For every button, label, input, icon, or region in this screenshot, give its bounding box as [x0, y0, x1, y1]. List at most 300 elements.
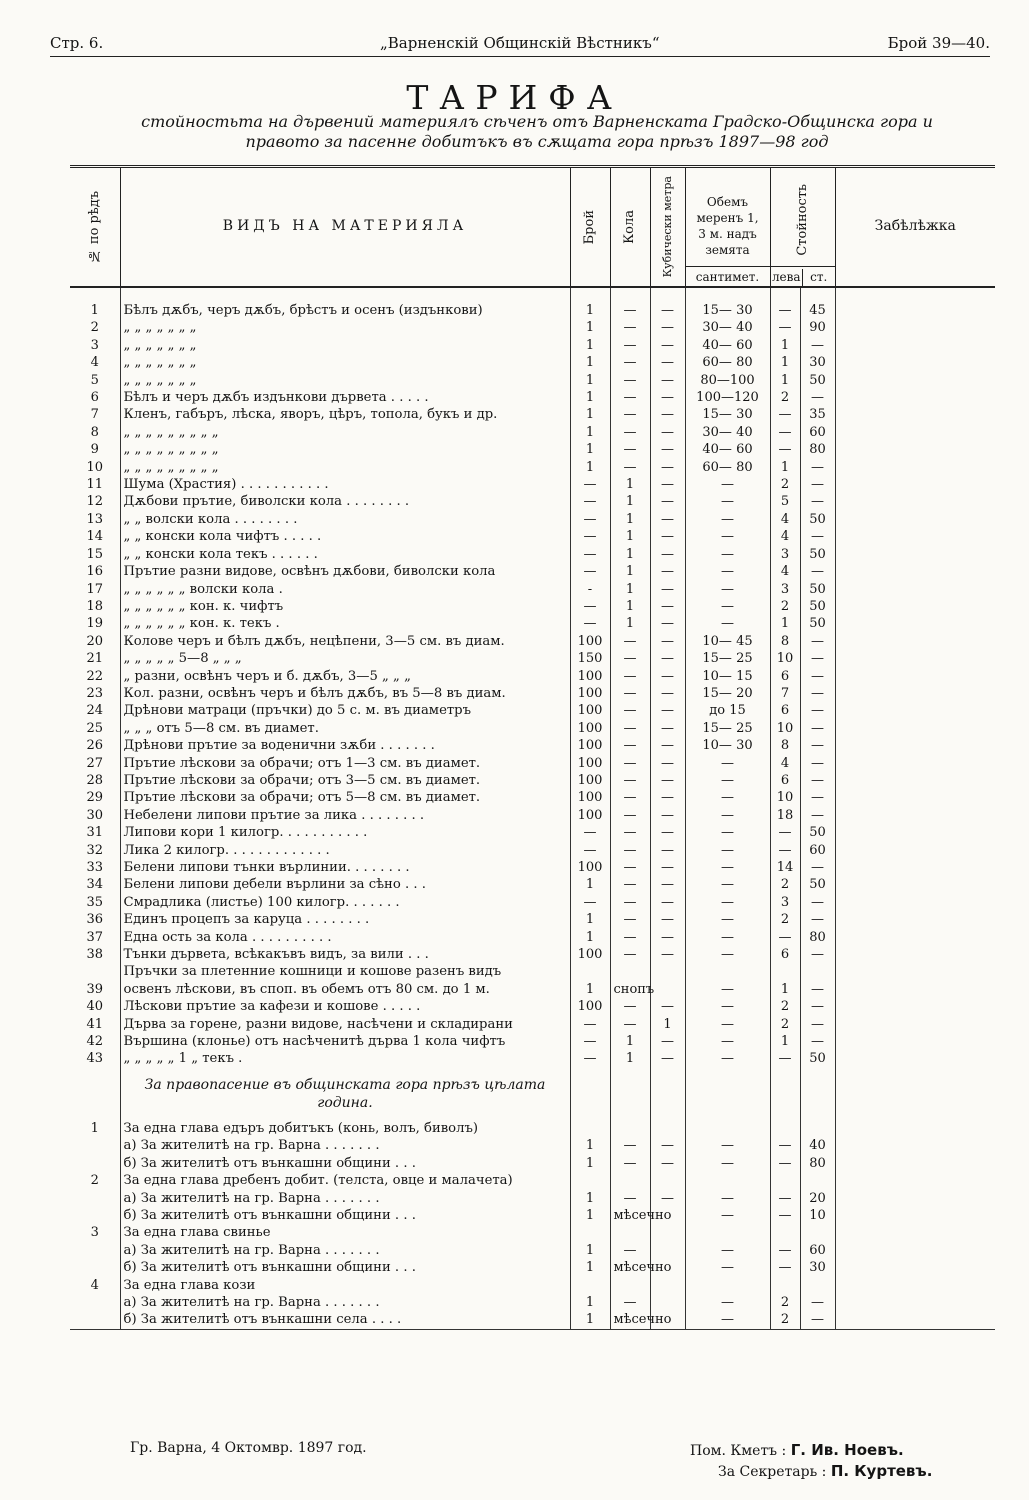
row-note	[835, 894, 995, 911]
secretary-name: П. Куртевъ.	[830, 1462, 933, 1480]
row-value-st: 10	[800, 1207, 835, 1224]
table-row	[70, 1137, 995, 1154]
row-note	[835, 1224, 995, 1241]
row-value-lev: 2	[770, 876, 800, 893]
table-row	[70, 337, 995, 354]
row-volume: 100—120	[685, 389, 770, 406]
row-number: 14	[86, 529, 104, 545]
row-count: 100	[570, 737, 610, 754]
row-description: Колове черъ и бѣлъ дѫбъ, нецѣпени, 3—5 см. въ диам.	[120, 633, 570, 650]
row-note	[835, 581, 995, 598]
row-description: Белени липови дебели върлини за сѣно . . .	[120, 876, 570, 893]
row-cubic: —	[650, 441, 685, 458]
row-count: —	[570, 842, 610, 859]
row-description: Прътие лѣскови за обрачи; отъ 3—5 см. въ диамет.	[120, 772, 570, 789]
row-cart: 1	[610, 493, 650, 510]
row-volume: —	[685, 859, 770, 876]
table-row	[70, 755, 995, 772]
row-description: „ разни, освѣнъ черъ и б. дѫбъ, 3—5 „ „ „	[120, 668, 570, 685]
row-description: „ „ „ „ „ „ „ „ „	[120, 459, 570, 476]
row-value-st	[800, 1224, 835, 1241]
row-description: Белени липови тънки върлинии. . . . . . . .	[120, 859, 570, 876]
row-value-lev: 2	[770, 1294, 800, 1311]
row-value-st: 50	[800, 824, 835, 841]
row-count: 1	[570, 1259, 610, 1276]
row-number: 8	[90, 424, 99, 440]
row-count	[570, 1120, 610, 1137]
row-number: 41	[86, 1016, 104, 1032]
row-number: 10	[86, 459, 104, 475]
row-volume: —	[685, 1259, 770, 1276]
row-value-st: —	[800, 911, 835, 928]
row-value-st: —	[800, 998, 835, 1015]
table-row	[70, 1311, 995, 1329]
table-row	[70, 702, 995, 719]
row-cart: —	[610, 720, 650, 737]
table-row	[70, 1033, 995, 1050]
row-cubic	[650, 1224, 685, 1241]
row-count: 100	[570, 789, 610, 806]
table-row	[70, 859, 995, 876]
row-cubic: 1	[650, 1016, 685, 1033]
row-value-st: —	[800, 772, 835, 789]
row-value-lev: 2	[770, 598, 800, 615]
row-note	[835, 772, 995, 789]
table-row	[70, 406, 995, 423]
row-note	[835, 842, 995, 859]
page-number: Стр. 6.	[50, 34, 104, 52]
row-value-st: —	[800, 528, 835, 545]
row-note	[835, 702, 995, 719]
row-value-st: 90	[800, 319, 835, 336]
row-value-lev: —	[770, 302, 800, 319]
col-count-header: Брой	[570, 167, 610, 288]
row-note	[835, 737, 995, 754]
row-number: 38	[86, 947, 104, 963]
row-count: 100	[570, 946, 610, 963]
row-value-st: —	[800, 337, 835, 354]
row-volume: —	[685, 1190, 770, 1207]
row-value-st: —	[800, 563, 835, 580]
table-row	[70, 546, 995, 563]
row-description: „ „ конски кола чифтъ . . . . .	[120, 528, 570, 545]
row-value-st: 50	[800, 581, 835, 598]
row-cubic: —	[650, 389, 685, 406]
table-row	[70, 563, 995, 580]
row-number: 1	[90, 1120, 99, 1136]
row-volume: —	[685, 981, 770, 998]
row-description: Дѫбови прътие, биволски кола . . . . . . . .	[120, 493, 570, 510]
col-value-header: Стойность лева ст.	[770, 167, 835, 288]
row-number	[70, 1242, 120, 1259]
row-note	[835, 459, 995, 476]
row-cart	[610, 1224, 650, 1241]
row-description: „ „ „ „ „ „ „	[120, 354, 570, 371]
table-row	[70, 807, 995, 824]
row-volume: —	[685, 493, 770, 510]
mayor-label: Пом. Кметъ :	[690, 1443, 787, 1459]
row-cart: 1	[610, 1033, 650, 1050]
row-cubic	[650, 1120, 685, 1137]
row-cubic: —	[650, 859, 685, 876]
row-count: 1	[570, 981, 610, 998]
row-volume: —	[685, 998, 770, 1015]
row-value-st: 40	[800, 1137, 835, 1154]
table-row	[70, 981, 995, 998]
row-number: 34	[86, 877, 104, 893]
row-number: 7	[90, 407, 99, 423]
row-value-lev: 3	[770, 546, 800, 563]
row-volume: —	[685, 1033, 770, 1050]
row-value-lev: 1	[770, 1033, 800, 1050]
row-number: 16	[86, 564, 104, 580]
row-description: „ „ „ „ „ „ „ „ „	[120, 441, 570, 458]
row-cubic: —	[650, 337, 685, 354]
col-cubic-header: Кубически метра	[650, 167, 685, 288]
table-row	[70, 1172, 995, 1189]
row-cart	[610, 1172, 650, 1189]
row-cart: —	[610, 842, 650, 859]
row-cubic: —	[650, 668, 685, 685]
row-cubic: —	[650, 546, 685, 563]
secretary-label: За Секретарь :	[718, 1464, 827, 1480]
row-number	[70, 1207, 120, 1224]
row-cubic: —	[650, 1155, 685, 1172]
row-note	[835, 354, 995, 371]
row-value-lev: 1	[770, 615, 800, 632]
row-number: 30	[86, 807, 104, 823]
row-value-lev	[770, 1277, 800, 1294]
row-number: 26	[86, 738, 104, 754]
row-description: „ „ конски кола текъ . . . . . .	[120, 546, 570, 563]
row-count: —	[570, 1016, 610, 1033]
row-description: б) За жителитѣ отъ вънкашни общини . . .	[120, 1155, 570, 1172]
row-note	[835, 615, 995, 632]
pasture-rows	[70, 1120, 995, 1329]
row-value-st: 30	[800, 354, 835, 371]
row-note	[835, 528, 995, 545]
row-value-lev: 2	[770, 476, 800, 493]
row-value-lev: —	[770, 441, 800, 458]
row-note	[835, 755, 995, 772]
row-volume: —	[685, 528, 770, 545]
row-cubic: —	[650, 789, 685, 806]
row-count: 100	[570, 859, 610, 876]
row-note	[835, 859, 995, 876]
journal-title: „Варненскiй Общинскiй Вѣстникъ“	[380, 34, 660, 52]
row-cart: 1	[610, 528, 650, 545]
row-number: 21	[86, 651, 104, 667]
row-count: 100	[570, 702, 610, 719]
table-row	[70, 1242, 995, 1259]
table-row	[70, 720, 995, 737]
row-count: 1	[570, 1190, 610, 1207]
row-number: 19	[86, 616, 104, 632]
row-value-lev: 8	[770, 633, 800, 650]
row-value-lev: 2	[770, 911, 800, 928]
row-value-st: 50	[800, 876, 835, 893]
row-value-st: —	[800, 755, 835, 772]
row-cubic: —	[650, 459, 685, 476]
row-count: 1	[570, 876, 610, 893]
row-cubic: —	[650, 842, 685, 859]
row-number: 1	[90, 303, 99, 318]
table-row	[70, 615, 995, 632]
row-description: „ „ „ „ „ 5—8 „ „ „	[120, 650, 570, 667]
row-note	[835, 668, 995, 685]
col-material-header: ВИДЪ НА МАТЕРИЯЛА	[120, 167, 570, 288]
table-row	[70, 963, 995, 980]
row-value-st: 45	[800, 302, 835, 319]
row-volume: —	[685, 842, 770, 859]
row-note	[835, 807, 995, 824]
row-value-st: —	[800, 894, 835, 911]
row-cubic: —	[650, 598, 685, 615]
row-description: а) За жителитѣ на гр. Варна . . . . . . .	[120, 1242, 570, 1259]
row-description: б) За жителитѣ отъ вънкашни села . . . .	[120, 1311, 570, 1329]
row-count: 1	[570, 302, 610, 319]
row-note	[835, 1120, 995, 1137]
row-count: 1	[570, 1242, 610, 1259]
row-value-st: 80	[800, 929, 835, 946]
document-title: ТАРИФА	[406, 78, 623, 117]
row-number: 23	[86, 685, 104, 701]
row-cubic: —	[650, 894, 685, 911]
row-description: За една глава кози	[120, 1277, 570, 1294]
row-volume: —	[685, 772, 770, 789]
row-count: 100	[570, 668, 610, 685]
row-value-lev: 4	[770, 511, 800, 528]
row-number: 9	[90, 442, 99, 458]
row-cubic: —	[650, 615, 685, 632]
row-volume: 30— 40	[685, 424, 770, 441]
row-description: освенъ лѣскови, въ споп. въ обемъ отъ 80 см. до 1 м.	[120, 981, 570, 998]
row-value-lev: 3	[770, 894, 800, 911]
row-description: Прътие лѣскови за обрачи; отъ 1—3 см. въ диамет.	[120, 755, 570, 772]
row-note	[835, 1207, 995, 1224]
row-number: 3	[90, 337, 99, 353]
issue-number: Брой 39—40.	[887, 34, 990, 52]
row-count: 1	[570, 406, 610, 423]
table-row	[70, 1190, 995, 1207]
row-cubic: —	[650, 911, 685, 928]
row-value-lev: 4	[770, 755, 800, 772]
row-value-lev: —	[770, 406, 800, 423]
table-row	[70, 946, 995, 963]
row-volume: —	[685, 598, 770, 615]
row-count: 100	[570, 720, 610, 737]
row-cart	[610, 1277, 650, 1294]
row-cubic: —	[650, 511, 685, 528]
row-value-lev: 18	[770, 807, 800, 824]
row-value-lev: —	[770, 1207, 800, 1224]
row-number: 4	[90, 1277, 99, 1293]
row-volume: —	[685, 946, 770, 963]
row-value-lev: 1	[770, 337, 800, 354]
row-count: —	[570, 563, 610, 580]
row-value-lev: 1	[770, 981, 800, 998]
pasture-section	[70, 1068, 995, 1120]
row-cubic	[650, 963, 685, 980]
row-cart: —	[610, 824, 650, 841]
row-cubic	[650, 1294, 685, 1311]
row-value-st: 50	[800, 511, 835, 528]
row-value-st: —	[800, 720, 835, 737]
row-volume: —	[685, 563, 770, 580]
row-number	[70, 1259, 120, 1276]
row-cart: —	[610, 859, 650, 876]
row-volume: 80—100	[685, 372, 770, 389]
row-value-lev: —	[770, 424, 800, 441]
table-row	[70, 998, 995, 1015]
row-description: „ „ „ „ „ „ „	[120, 319, 570, 336]
row-cubic: —	[650, 581, 685, 598]
row-description: Единъ процепъ за каруца . . . . . . . .	[120, 911, 570, 928]
row-volume: —	[685, 824, 770, 841]
row-volume: —	[685, 876, 770, 893]
row-count: —	[570, 528, 610, 545]
row-cubic: —	[650, 1137, 685, 1154]
table-row	[70, 842, 995, 859]
table-row	[70, 476, 995, 493]
row-value-st	[800, 1277, 835, 1294]
row-volume: 15— 25	[685, 650, 770, 667]
row-volume: 10— 15	[685, 668, 770, 685]
row-note	[835, 1016, 995, 1033]
pasture-section-title: За правопасение въ общинската гора прѣзъ цѣлата година.	[120, 1068, 570, 1120]
row-cubic	[650, 1172, 685, 1189]
row-value-st: 60	[800, 842, 835, 859]
row-number: 12	[86, 494, 104, 510]
row-note	[835, 598, 995, 615]
row-value-st: 80	[800, 441, 835, 458]
table-row	[70, 1155, 995, 1172]
row-number: 13	[86, 511, 104, 527]
table-row	[70, 598, 995, 615]
table-row	[70, 424, 995, 441]
row-value-lev: 10	[770, 720, 800, 737]
row-description: „ „ „ „ „ „ кон. к. текъ .	[120, 615, 570, 632]
row-number: 22	[86, 668, 104, 684]
row-cubic: —	[650, 737, 685, 754]
row-volume	[685, 1120, 770, 1137]
row-description: За една глава свинье	[120, 1224, 570, 1241]
table-row	[70, 389, 995, 406]
table-row	[70, 354, 995, 371]
row-value-st: —	[800, 1294, 835, 1311]
row-cubic	[650, 1242, 685, 1259]
row-volume: 30— 40	[685, 319, 770, 336]
row-volume: —	[685, 1294, 770, 1311]
row-value-lev: —	[770, 1190, 800, 1207]
row-cart: —	[610, 354, 650, 371]
row-description: Шума (Храстия) . . . . . . . . . . .	[120, 476, 570, 493]
row-description: Липови кори 1 килогр. . . . . . . . . . .	[120, 824, 570, 841]
row-value-lev: —	[770, 842, 800, 859]
row-cart: 1	[610, 615, 650, 632]
row-description: „ „ „ „ „ „ „	[120, 372, 570, 389]
row-cubic: —	[650, 354, 685, 371]
row-value-lev: 4	[770, 563, 800, 580]
row-number: 2	[90, 1173, 99, 1189]
row-cart: —	[610, 789, 650, 806]
row-count: —	[570, 511, 610, 528]
row-number: 25	[86, 720, 104, 736]
row-cart: 1	[610, 563, 650, 580]
row-description: Бѣлъ и черъ дѫбъ издънкови дървета . . . . .	[120, 389, 570, 406]
row-volume: —	[685, 511, 770, 528]
row-cart: —	[610, 668, 650, 685]
row-volume: 15— 20	[685, 685, 770, 702]
row-note	[835, 650, 995, 667]
row-number: 27	[86, 755, 104, 771]
row-cubic: —	[650, 528, 685, 545]
row-volume: —	[685, 546, 770, 563]
row-value-st: —	[800, 685, 835, 702]
row-cart: —	[610, 998, 650, 1015]
row-value-st: —	[800, 807, 835, 824]
row-cart: 1	[610, 546, 650, 563]
table-row	[70, 372, 995, 389]
row-volume: —	[685, 1207, 770, 1224]
row-description: а) За жителитѣ на гр. Варна . . . . . . .	[120, 1137, 570, 1154]
row-count: 1	[570, 389, 610, 406]
row-cart: —	[610, 319, 650, 336]
row-count: -	[570, 581, 610, 598]
row-volume	[685, 1277, 770, 1294]
row-count: —	[570, 824, 610, 841]
row-value-st: 50	[800, 1050, 835, 1067]
row-note	[835, 337, 995, 354]
row-count: —	[570, 615, 610, 632]
table-row	[70, 824, 995, 841]
row-value-st: —	[800, 946, 835, 963]
row-cubic: —	[650, 702, 685, 719]
row-cubic: —	[650, 372, 685, 389]
row-note	[835, 1190, 995, 1207]
row-description: „ „ волски кола . . . . . . . .	[120, 511, 570, 528]
row-number: 15	[86, 546, 104, 562]
row-value-st: —	[800, 981, 835, 998]
row-count: 1	[570, 1155, 610, 1172]
row-note	[835, 963, 995, 980]
row-note	[835, 372, 995, 389]
row-note	[835, 302, 995, 319]
table-row	[70, 1120, 995, 1137]
row-count: 100	[570, 685, 610, 702]
row-value-st	[800, 1172, 835, 1189]
row-cubic: —	[650, 1190, 685, 1207]
row-count	[570, 963, 610, 980]
row-cubic	[650, 1277, 685, 1294]
row-count: —	[570, 493, 610, 510]
row-cart: —	[610, 1155, 650, 1172]
row-note	[835, 1155, 995, 1172]
row-count: 1	[570, 1311, 610, 1329]
row-count: 100	[570, 807, 610, 824]
row-volume: 15— 25	[685, 720, 770, 737]
row-value-st: 50	[800, 546, 835, 563]
row-count: 1	[570, 424, 610, 441]
row-number: 5	[90, 372, 99, 388]
row-value-lev	[770, 1120, 800, 1137]
row-volume: 60— 80	[685, 354, 770, 371]
table-row	[70, 319, 995, 336]
row-count: 1	[570, 459, 610, 476]
row-value-st	[800, 963, 835, 980]
row-count: —	[570, 894, 610, 911]
table-row	[70, 685, 995, 702]
